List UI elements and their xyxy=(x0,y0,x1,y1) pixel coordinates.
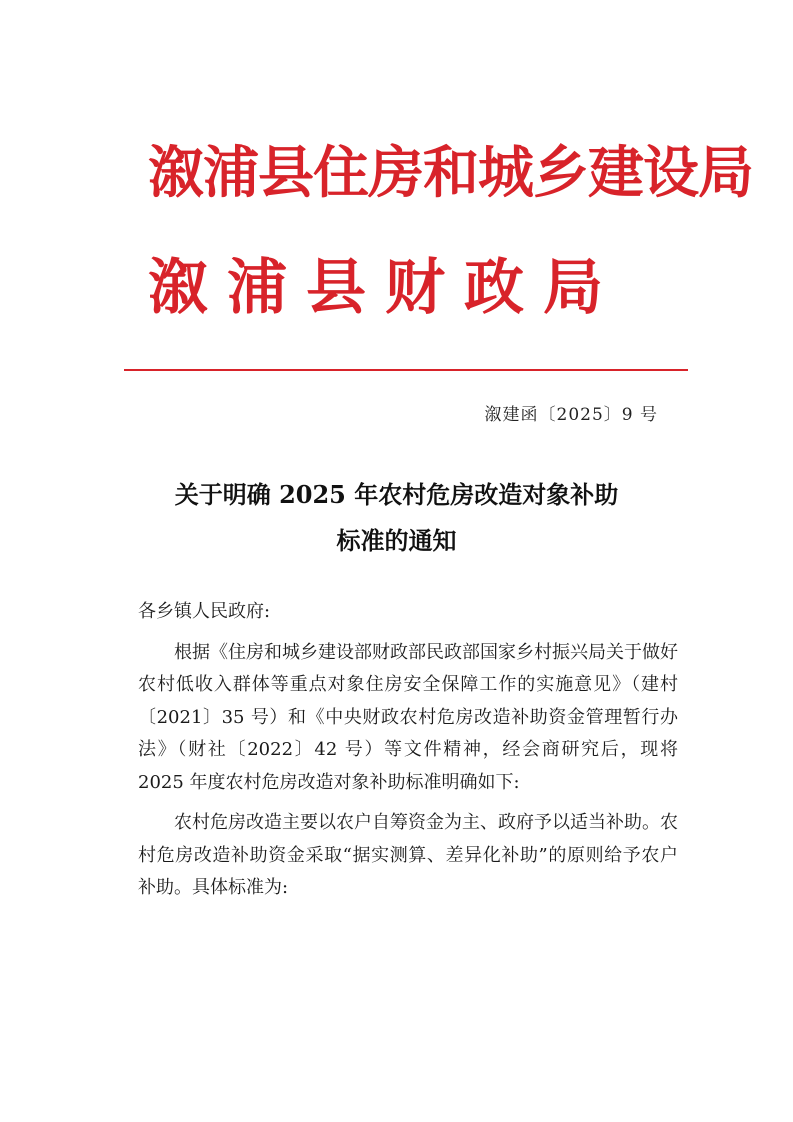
document-body xyxy=(138,596,678,913)
document-title-line2: 标准的通知 xyxy=(336,526,457,555)
salutation: 各乡镇人民政府: xyxy=(138,601,271,622)
header-red-rule xyxy=(124,369,688,371)
body-paragraph-1: 根据《住房和城乡建设部财政部民政部国家乡村振兴局关于做好农村低收入群体等重点对象住房安全保障工作的实施意见》（建村〔2021〕35 号）和《中央财政农村危房改造补助资金管理暂行办法》（财社〔2022〕42 号）等文件精神，经会商研究后，现将 2025 年度农村危房改造对象补助标准明确如下: xyxy=(138,641,678,793)
body-paragraph-2: 农村危房改造主要以农户自筹资金为主、政府予以适当补助。农村危房改造补助资金采取“据实测算、差异化补助”的原则给予农户补助。具体标准为: xyxy=(138,812,678,898)
document-title xyxy=(110,472,683,564)
document-number: 溆建函〔2025〕9 号 xyxy=(484,405,658,425)
agency-name-housing: 溆浦县住房和城乡建设局 xyxy=(148,140,753,206)
agency-name-finance: 溆浦县财政局 xyxy=(148,253,622,323)
document-title-line1: 关于明确 2025 年农村危房改造对象补助 xyxy=(174,480,619,509)
